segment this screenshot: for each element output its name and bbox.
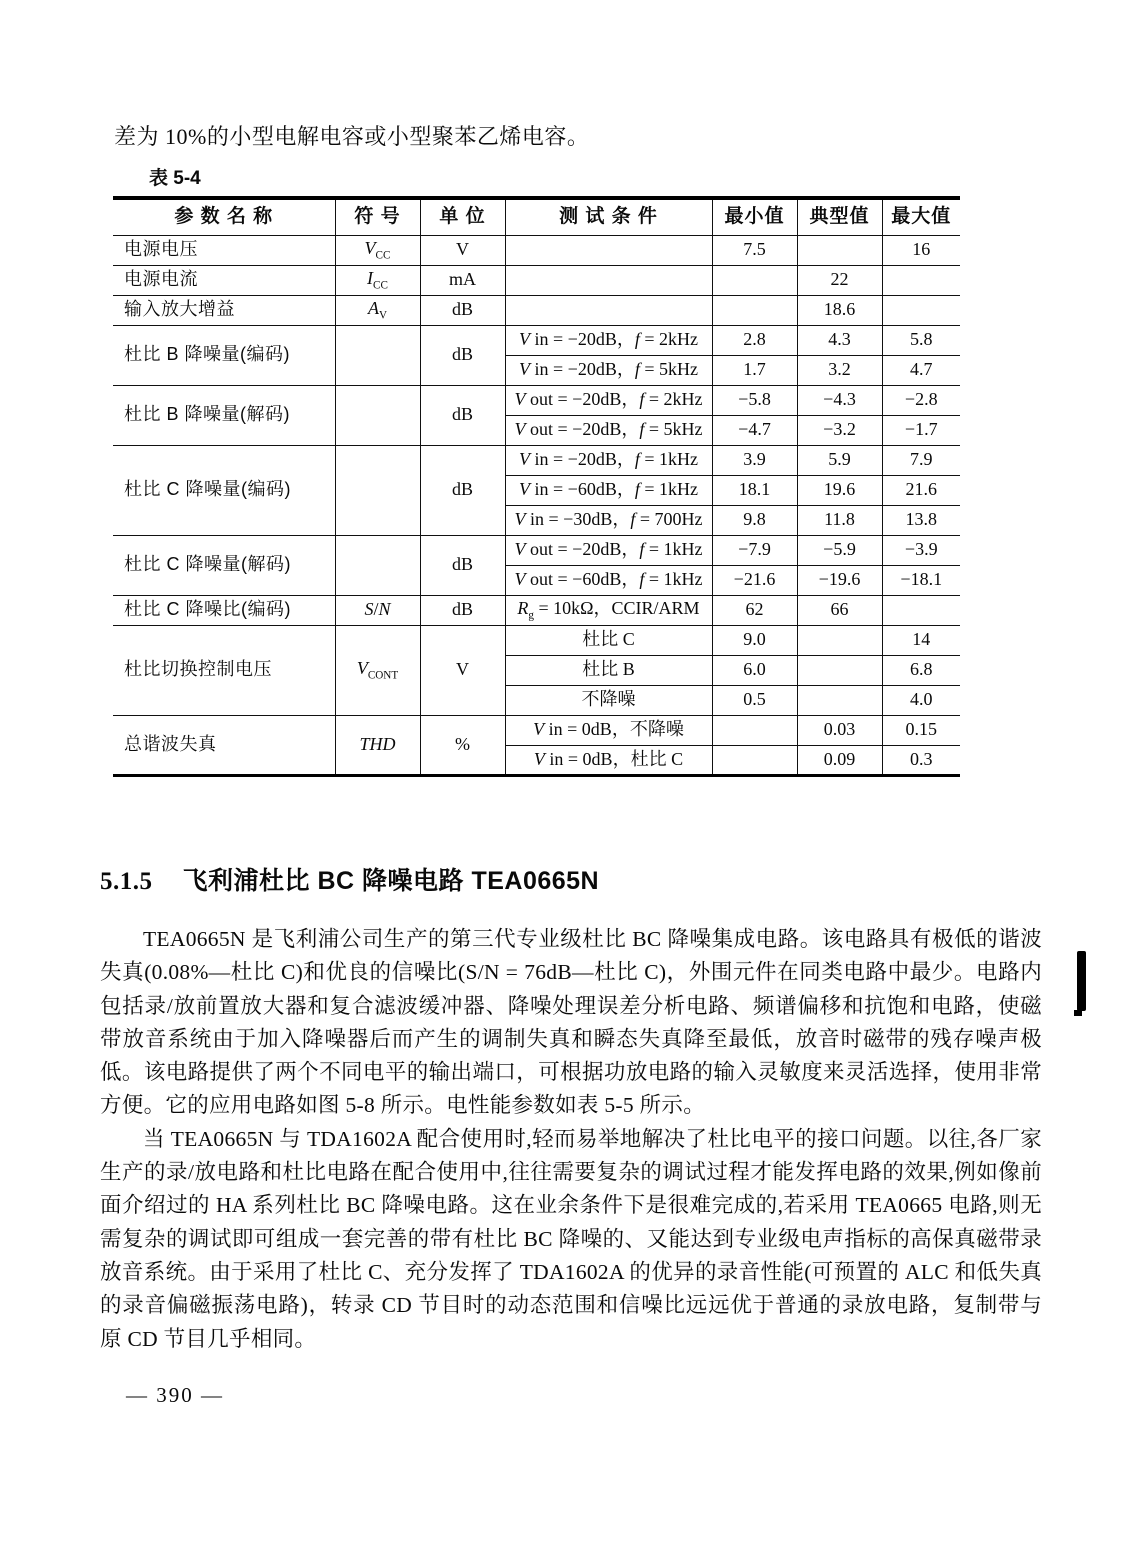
min-value-cell: −21.6 [712,565,797,595]
max-value-cell: 5.8 [882,325,960,355]
unit-cell: dB [420,445,505,535]
symbol-cell [335,535,420,595]
paragraph-2: 当 TEA0665N 与 TDA1602A 配合使用时,轻而易举地解决了杜比电平的接口问题。以往,各厂家生产的录/放电路和杜比电路在配合使用中,往往需要复杂的调试过程才能发挥电路的效果,例如像前面介绍过的 HA 系列杜比 BC 降噪电路。这在业余条件下是很难完成的,若采用 TEA0665 电路,则无需复杂的调试即可组成一套完善的带有杜比 BC 降噪的、又能达到专业级电声指标的高保真磁带录放音系统。由于采用了杜比 C、充分发挥了 TDA1602A 的优异的录音性能(可预置的 ALC 和低失真的录音偏磁振荡电路)，转录 CD 节目时的动态范围和信噪比远远优于普通的录放电路，复制带与原 CD 节目几乎相同。 [100,1126,1042,1351]
max-value-cell: −1.7 [882,415,960,445]
typical-value-cell: −4.3 [797,385,882,415]
table-row [113,535,960,565]
table-row [113,445,960,475]
unit-cell: V [420,235,505,265]
table-row [113,235,960,265]
max-value-cell: −18.1 [882,565,960,595]
typical-value-cell: 5.9 [797,445,882,475]
condition-cell: V in = −20dB，f = 1kHz [505,445,712,475]
col-header-min-value: 最小值 [712,198,797,235]
min-value-cell: 3.9 [712,445,797,475]
param-name-cell: 电源电压 [113,235,335,265]
page-number: — 390 — [126,1383,224,1407]
table-row [113,325,960,355]
min-value-cell: 0.5 [712,685,797,715]
condition-cell: V in = 0dB，不降噪 [505,715,712,745]
scan-ink-smudge-mark [1077,951,1086,1011]
unit-cell: mA [420,265,505,295]
section-heading [100,861,599,897]
table-caption: 表 5-4 [149,168,201,189]
condition-cell: 不降噪 [505,685,712,715]
typical-value-cell: 11.8 [797,505,882,535]
typical-value-cell: 66 [797,595,882,625]
param-name-cell: 总谐波失真 [113,715,335,775]
max-value-cell: −3.9 [882,535,960,565]
typical-value-cell: 3.2 [797,355,882,385]
condition-cell [505,295,712,325]
symbol-cell: $I_{CC}$ [335,265,420,295]
param-name-cell: 杜比 C 降噪量(编码) [113,445,335,535]
symbol-cell [335,445,420,535]
min-value-cell: 1.7 [712,355,797,385]
param-name-cell: 杜比 B 降噪量(编码) [113,325,335,385]
max-value-cell: 4.0 [882,685,960,715]
symbol-cell: THD [335,715,420,775]
col-header-typical-value: 典型值 [797,198,882,235]
col-header-max-value: 最大值 [882,198,960,235]
table-row [113,625,960,655]
max-value-cell: −2.8 [882,385,960,415]
min-value-cell: 9.8 [712,505,797,535]
parameters-table [113,196,960,777]
typical-value-cell [797,235,882,265]
table-body [113,235,960,775]
symbol-cell [335,325,420,385]
max-value-cell [882,295,960,325]
unit-cell: dB [420,595,505,625]
min-value-cell: −5.8 [712,385,797,415]
section-title: 飞利浦杜比 BC 降噪电路 TEA0665N [182,867,600,895]
typical-value-cell: −19.6 [797,565,882,595]
symbol-cell: $V_{CONT}$ [335,625,420,715]
max-value-cell: 13.8 [882,505,960,535]
condition-cell: $R_g = 10k\Omega$，CCIR/ARM [505,595,712,625]
section-number: 5.1.5 [100,868,153,895]
unit-cell: dB [420,295,505,325]
typical-value-cell: 18.6 [797,295,882,325]
table-header [113,198,960,235]
max-value-cell: 14 [882,625,960,655]
col-header-test-condition: 测 试 条 件 [505,198,712,235]
min-value-cell: 9.0 [712,625,797,655]
max-value-cell: 0.15 [882,715,960,745]
max-value-cell: 7.9 [882,445,960,475]
condition-cell [505,265,712,295]
col-header-symbol: 符 号 [335,198,420,235]
symbol-cell [335,385,420,445]
min-value-cell: 6.0 [712,655,797,685]
typical-value-cell [797,625,882,655]
param-name-cell: 杜比 C 降噪量(解码) [113,535,335,595]
max-value-cell: 21.6 [882,475,960,505]
max-value-cell: 16 [882,235,960,265]
col-header-param-name: 参 数 名 称 [113,198,335,235]
table-row [113,595,960,625]
condition-cell [505,235,712,265]
condition-cell: V out = −60dB，f = 1kHz [505,565,712,595]
param-name-cell: 杜比切换控制电压 [113,625,335,715]
condition-cell: V in = −60dB，f = 1kHz [505,475,712,505]
param-name-cell: 杜比 B 降噪量(解码) [113,385,335,445]
typical-value-cell: 19.6 [797,475,882,505]
min-value-cell [712,745,797,775]
symbol-cell: $A_V$ [335,295,420,325]
typical-value-cell: 4.3 [797,325,882,355]
condition-cell: V in = 0dB，杜比 C [505,745,712,775]
min-value-cell [712,295,797,325]
max-value-cell: 0.3 [882,745,960,775]
min-value-cell [712,265,797,295]
condition-cell: V out = −20dB，f = 1kHz [505,535,712,565]
symbol-cell: S/N [335,595,420,625]
min-value-cell [712,715,797,745]
unit-cell: % [420,715,505,775]
condition-cell: 杜比 B [505,655,712,685]
max-value-cell: 4.7 [882,355,960,385]
typical-value-cell: −3.2 [797,415,882,445]
unit-cell: V [420,625,505,715]
unit-cell: dB [420,325,505,385]
max-value-cell [882,595,960,625]
min-value-cell: 7.5 [712,235,797,265]
intro-text: 差为 10%的小型电解电容或小型聚苯乙烯电容。 [114,124,590,149]
min-value-cell: 62 [712,595,797,625]
typical-value-cell: 22 [797,265,882,295]
body-text [100,923,1042,1356]
max-value-cell [882,265,960,295]
table-row [113,265,960,295]
min-value-cell: −7.9 [712,535,797,565]
unit-cell: dB [420,535,505,595]
typical-value-cell: 0.09 [797,745,882,775]
param-name-cell: 杜比 C 降噪比(编码) [113,595,335,625]
typical-value-cell [797,685,882,715]
param-name-cell: 电源电流 [113,265,335,295]
typical-value-cell: 0.03 [797,715,882,745]
symbol-cell: $V_{CC}$ [335,235,420,265]
max-value-cell: 6.8 [882,655,960,685]
col-header-unit: 单 位 [420,198,505,235]
condition-cell: V in = −20dB，f = 5kHz [505,355,712,385]
condition-cell: 杜比 C [505,625,712,655]
param-name-cell: 输入放大增益 [113,295,335,325]
min-value-cell: 18.1 [712,475,797,505]
paragraph-1: TEA0665N 是飞利浦公司生产的第三代专业级杜比 BC 降噪集成电路。该电路具有极低的谐波失真(0.08%—杜比 C)和优良的信噪比(S/N = 76dB—杜比 C)，外围元件在同类电路中最少。电路内包括录/放前置放大器和复合滤波缓冲器、降噪处理误差分析电路、频谱偏移和抗饱和电路，使磁带放音系统由于加入降噪器后而产生的调制失真和瞬态失真降至最低，放音时磁带的残存噪声极低。该电路提供了两个不同电平的输出端口，可根据功放电路的输入灵敏度来灵活选择，使用非常方便。它的应用电路如图 5-8 所示。电性能参数如表 5-5 所示。 [100,927,1042,1118]
table-row [113,295,960,325]
typical-value-cell [797,655,882,685]
min-value-cell: −4.7 [712,415,797,445]
table-row [113,385,960,415]
condition-cell: V out = −20dB，f = 2kHz [505,385,712,415]
table-row [113,715,960,745]
typical-value-cell: −5.9 [797,535,882,565]
condition-cell: V in = −20dB，f = 2kHz [505,325,712,355]
unit-cell: dB [420,385,505,445]
condition-cell: V out = −20dB，f = 5kHz [505,415,712,445]
min-value-cell: 2.8 [712,325,797,355]
condition-cell: V in = −30dB，f = 700Hz [505,505,712,535]
